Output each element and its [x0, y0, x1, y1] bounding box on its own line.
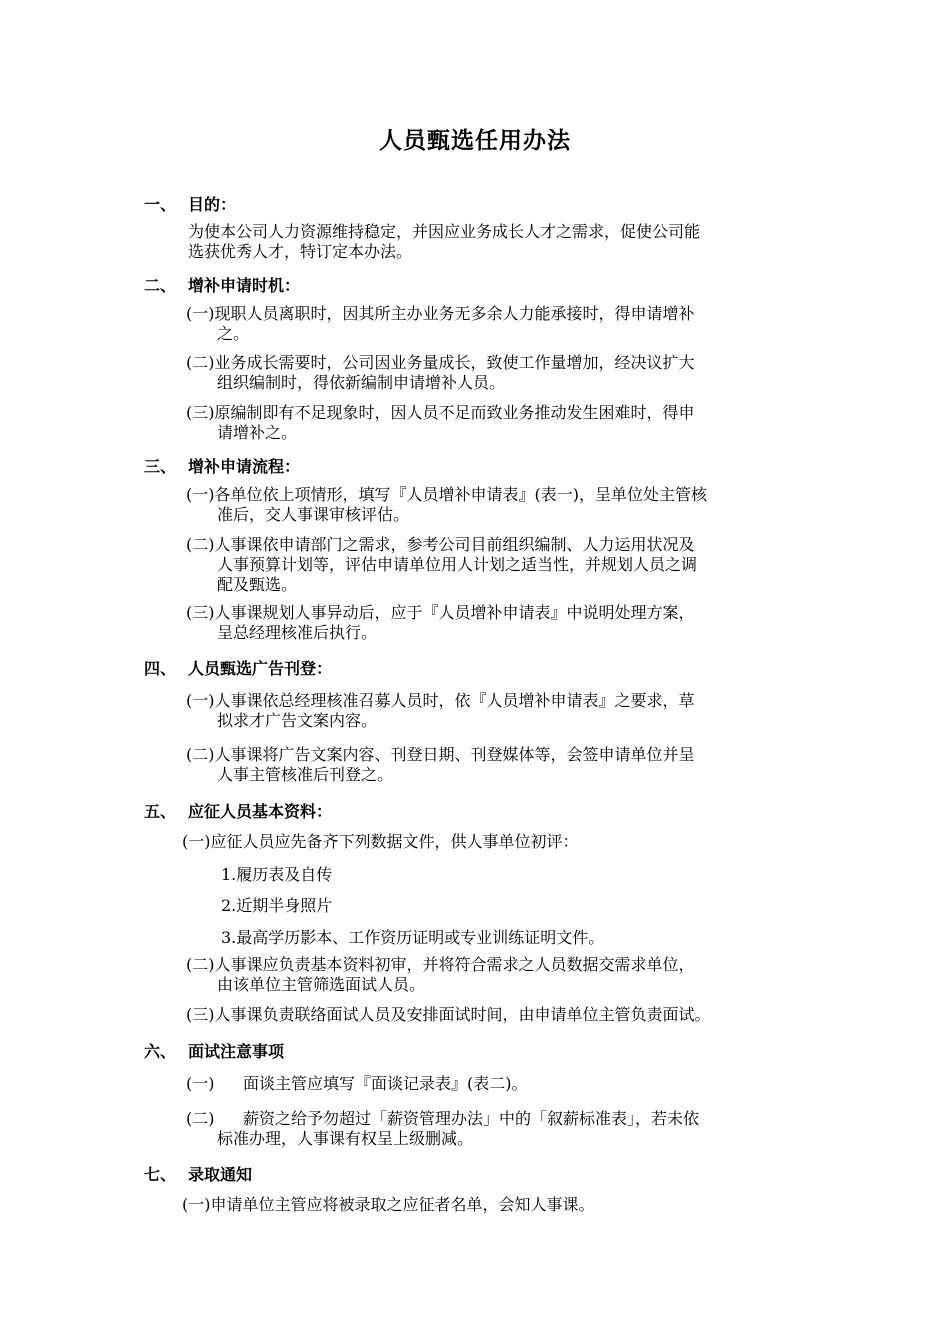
list-item: (一) 面谈主管应填写『面谈记录表』(表二)。 [186, 1074, 528, 1093]
list-item: (二)人事课依申请部门之需求，参考公司目前组织编制、人力运用状况及 人事预算计划等，评估申请单位用人计划之适当性，并规划人员之调 配及甄选。 [186, 535, 698, 594]
list-item: (一)应征人员应先备齐下列数据文件，供人事单位初评： [182, 832, 579, 851]
list-item: (三)原编制即有不足现象时，因人员不足而致业务推动发生困难时，得申 请增补之。 [186, 403, 695, 442]
page-title: 人员甄选任用办法 [379, 127, 571, 154]
section-heading-7: 七、 录取通知 [144, 1165, 253, 1184]
sub-item: 3.最高学历影本、工作资历证明或专业训练证明文件。 [221, 928, 605, 947]
purpose-line-1: 为使本公司人力资源维持稳定，并因应业务成长人才之需求，促使公司能 [188, 222, 701, 241]
list-item: (二)人事课将广告文案内容、刊登日期、刊登媒体等，会签申请单位并呈 人事主管核准后刊登之。 [186, 745, 695, 784]
list-item: (一)现职人员离职时，因其所主办业务无多余人力能承接时，得申请增补 之。 [186, 304, 695, 343]
list-item: (二) 薪资之给予勿超过「薪资管理办法」中的「叙薪标准表」，若未依 标准办理，人事课有权呈上级删减。 [186, 1109, 700, 1148]
section-heading-6: 六、 面试注意事项 [144, 1042, 285, 1061]
sub-item: 1.履历表及自传 [221, 865, 333, 884]
purpose-line-2: 选获优秀人才，特订定本办法。 [188, 242, 413, 261]
sub-item: 2.近期半身照片 [221, 896, 333, 915]
section-heading-1: 一、 目的： [144, 195, 237, 214]
list-item: (二)业务成长需要时，公司因业务量成长，致使工作量增加，经决议扩大 组织编制时，得依新编制申请增补人员。 [186, 353, 695, 392]
section-heading-2: 二、 增补申请时机： [144, 276, 301, 295]
list-item: (一)申请单位主管应将被录取之应征者名单，会知人事课。 [182, 1195, 595, 1214]
section-heading-3: 三、 增补申请流程： [144, 457, 301, 476]
list-item: (三)人事课规划人事异动后，应于『人员增补申请表』中说明处理方案， 呈总经理核准后执行。 [186, 603, 695, 642]
list-item: (三)人事课负责联络面试人员及安排面试时间，由申请单位主管负责面试。 [186, 1005, 711, 1024]
section-heading-4: 四、 人员甄选广告刊登： [144, 659, 333, 678]
list-item: (一)人事课依总经理核准召募人员时，依『人员增补申请表』之要求，草 拟求才广告文案内容。 [186, 691, 695, 730]
list-item: (二)人事课应负责基本资料初审，并将符合需求之人员数据交需求单位， 由该单位主管筛选面试人员。 [186, 955, 695, 994]
list-item: (一)各单位依上项情形，填写『人员增补申请表』(表一)，呈单位处主管核 准后，交人事课审核评估。 [186, 485, 707, 524]
section-heading-5: 五、 应征人员基本资料： [144, 802, 333, 821]
